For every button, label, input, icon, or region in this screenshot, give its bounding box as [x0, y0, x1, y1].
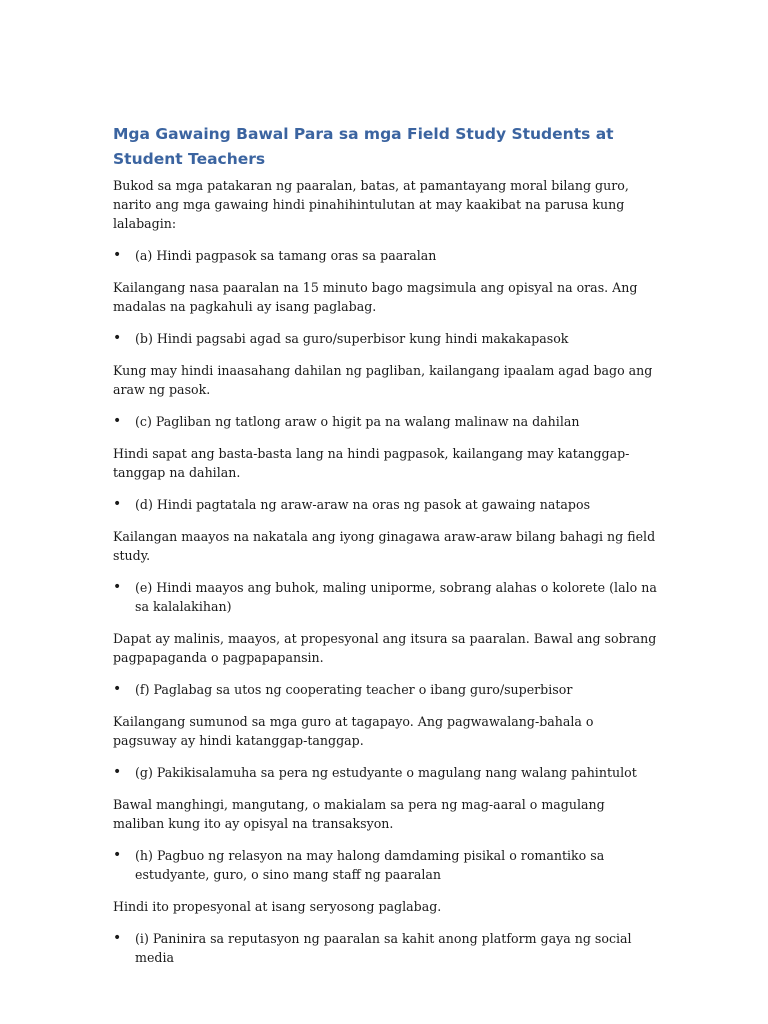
item-description: Hindi ito propesyonal at isang seryosong paglabag. [113, 899, 442, 914]
list-item-h [113, 846, 658, 884]
list-item-c [113, 412, 658, 431]
list-item-text: (c) Pagliban ng tatlong araw o higit pa na walang malinaw na dahilan [135, 414, 580, 429]
item-description: Kailangang sumunod sa mga guro at tagapayo. Ang pagwawalang-bahala o pagsuway ay hindi katanggap-tanggap. [113, 714, 594, 748]
bullet-icon: • [113, 847, 122, 863]
bullet-icon: • [113, 764, 122, 780]
list-item-text: (a) Hindi pagpasok sa tamang oras sa paaralan [135, 248, 437, 263]
list-item-text: (i) Paninira sa reputasyon ng paaralan sa kahit anong platform gaya ng social media [135, 931, 632, 965]
bullet-icon: • [113, 930, 122, 946]
bullet-icon: • [113, 247, 122, 263]
bullet-icon: • [113, 579, 122, 595]
list-item-text: (h) Pagbuo ng relasyon na may halong damdaming pisikal o romantiko sa estudyante, guro, o sino mang staff ng paaralan [135, 848, 605, 882]
list-item-b [113, 329, 658, 348]
list-item-text: (g) Pakikisalamuha sa pera ng estudyante o magulang nang walang pahintulot [135, 765, 637, 780]
bullet-icon: • [113, 330, 122, 346]
list-item-d [113, 495, 658, 514]
bullet-icon: • [113, 413, 122, 429]
list-item-f [113, 680, 658, 699]
intro-paragraph: Bukod sa mga patakaran ng paaralan, batas, at pamantayang moral bilang guro, narito ang mga gawaing hindi pinahihintulutan at may kaakibat na parusa kung lalabagin: [113, 178, 629, 231]
list-item-text: (f) Paglabag sa utos ng cooperating teacher o ibang guro/superbisor [135, 682, 573, 697]
document-page [113, 122, 658, 980]
item-description: Kailangan maayos na nakatala ang iyong ginagawa araw-araw bilang bahagi ng field study. [113, 529, 656, 563]
item-description: Dapat ay malinis, maayos, at propesyonal ang itsura sa paaralan. Bawal ang sobrang pagpapaganda o pagpapapansin. [113, 631, 657, 665]
list-item-text: (d) Hindi pagtatala ng araw-araw na oras ng pasok at gawaing natapos [135, 497, 591, 512]
item-description: Kailangang nasa paaralan na 15 minuto bago magsimula ang opisyal na oras. Ang madalas na pagkahuli ay isang paglabag. [113, 280, 638, 314]
list-item-i [113, 929, 658, 967]
bullet-icon: • [113, 681, 122, 697]
item-description: Kung may hindi inaasahang dahilan ng pagliban, kailangang ipaalam agad bago ang araw ng pasok. [113, 363, 653, 397]
item-description: Hindi sapat ang basta-basta lang na hindi pagpasok, kailangang may katanggap-tanggap na dahilan. [113, 446, 630, 480]
list-item-text: (b) Hindi pagsabi agad sa guro/superbisor kung hindi makakapasok [135, 331, 569, 346]
list-item-g [113, 763, 658, 782]
document-title: Mga Gawaing Bawal Para sa mga Field Study Students at Student Teachers [113, 125, 614, 168]
bullet-icon: • [113, 496, 122, 512]
list-item-e [113, 578, 658, 616]
item-description: Bawal manghingi, mangutang, o makialam sa pera ng mag-aaral o magulang maliban kung ito ay opisyal na transaksyon. [113, 797, 605, 831]
list-item-a [113, 246, 658, 265]
list-item-text: (e) Hindi maayos ang buhok, maling uniporme, sobrang alahas o kolorete (lalo na sa kalalakihan) [135, 580, 657, 614]
